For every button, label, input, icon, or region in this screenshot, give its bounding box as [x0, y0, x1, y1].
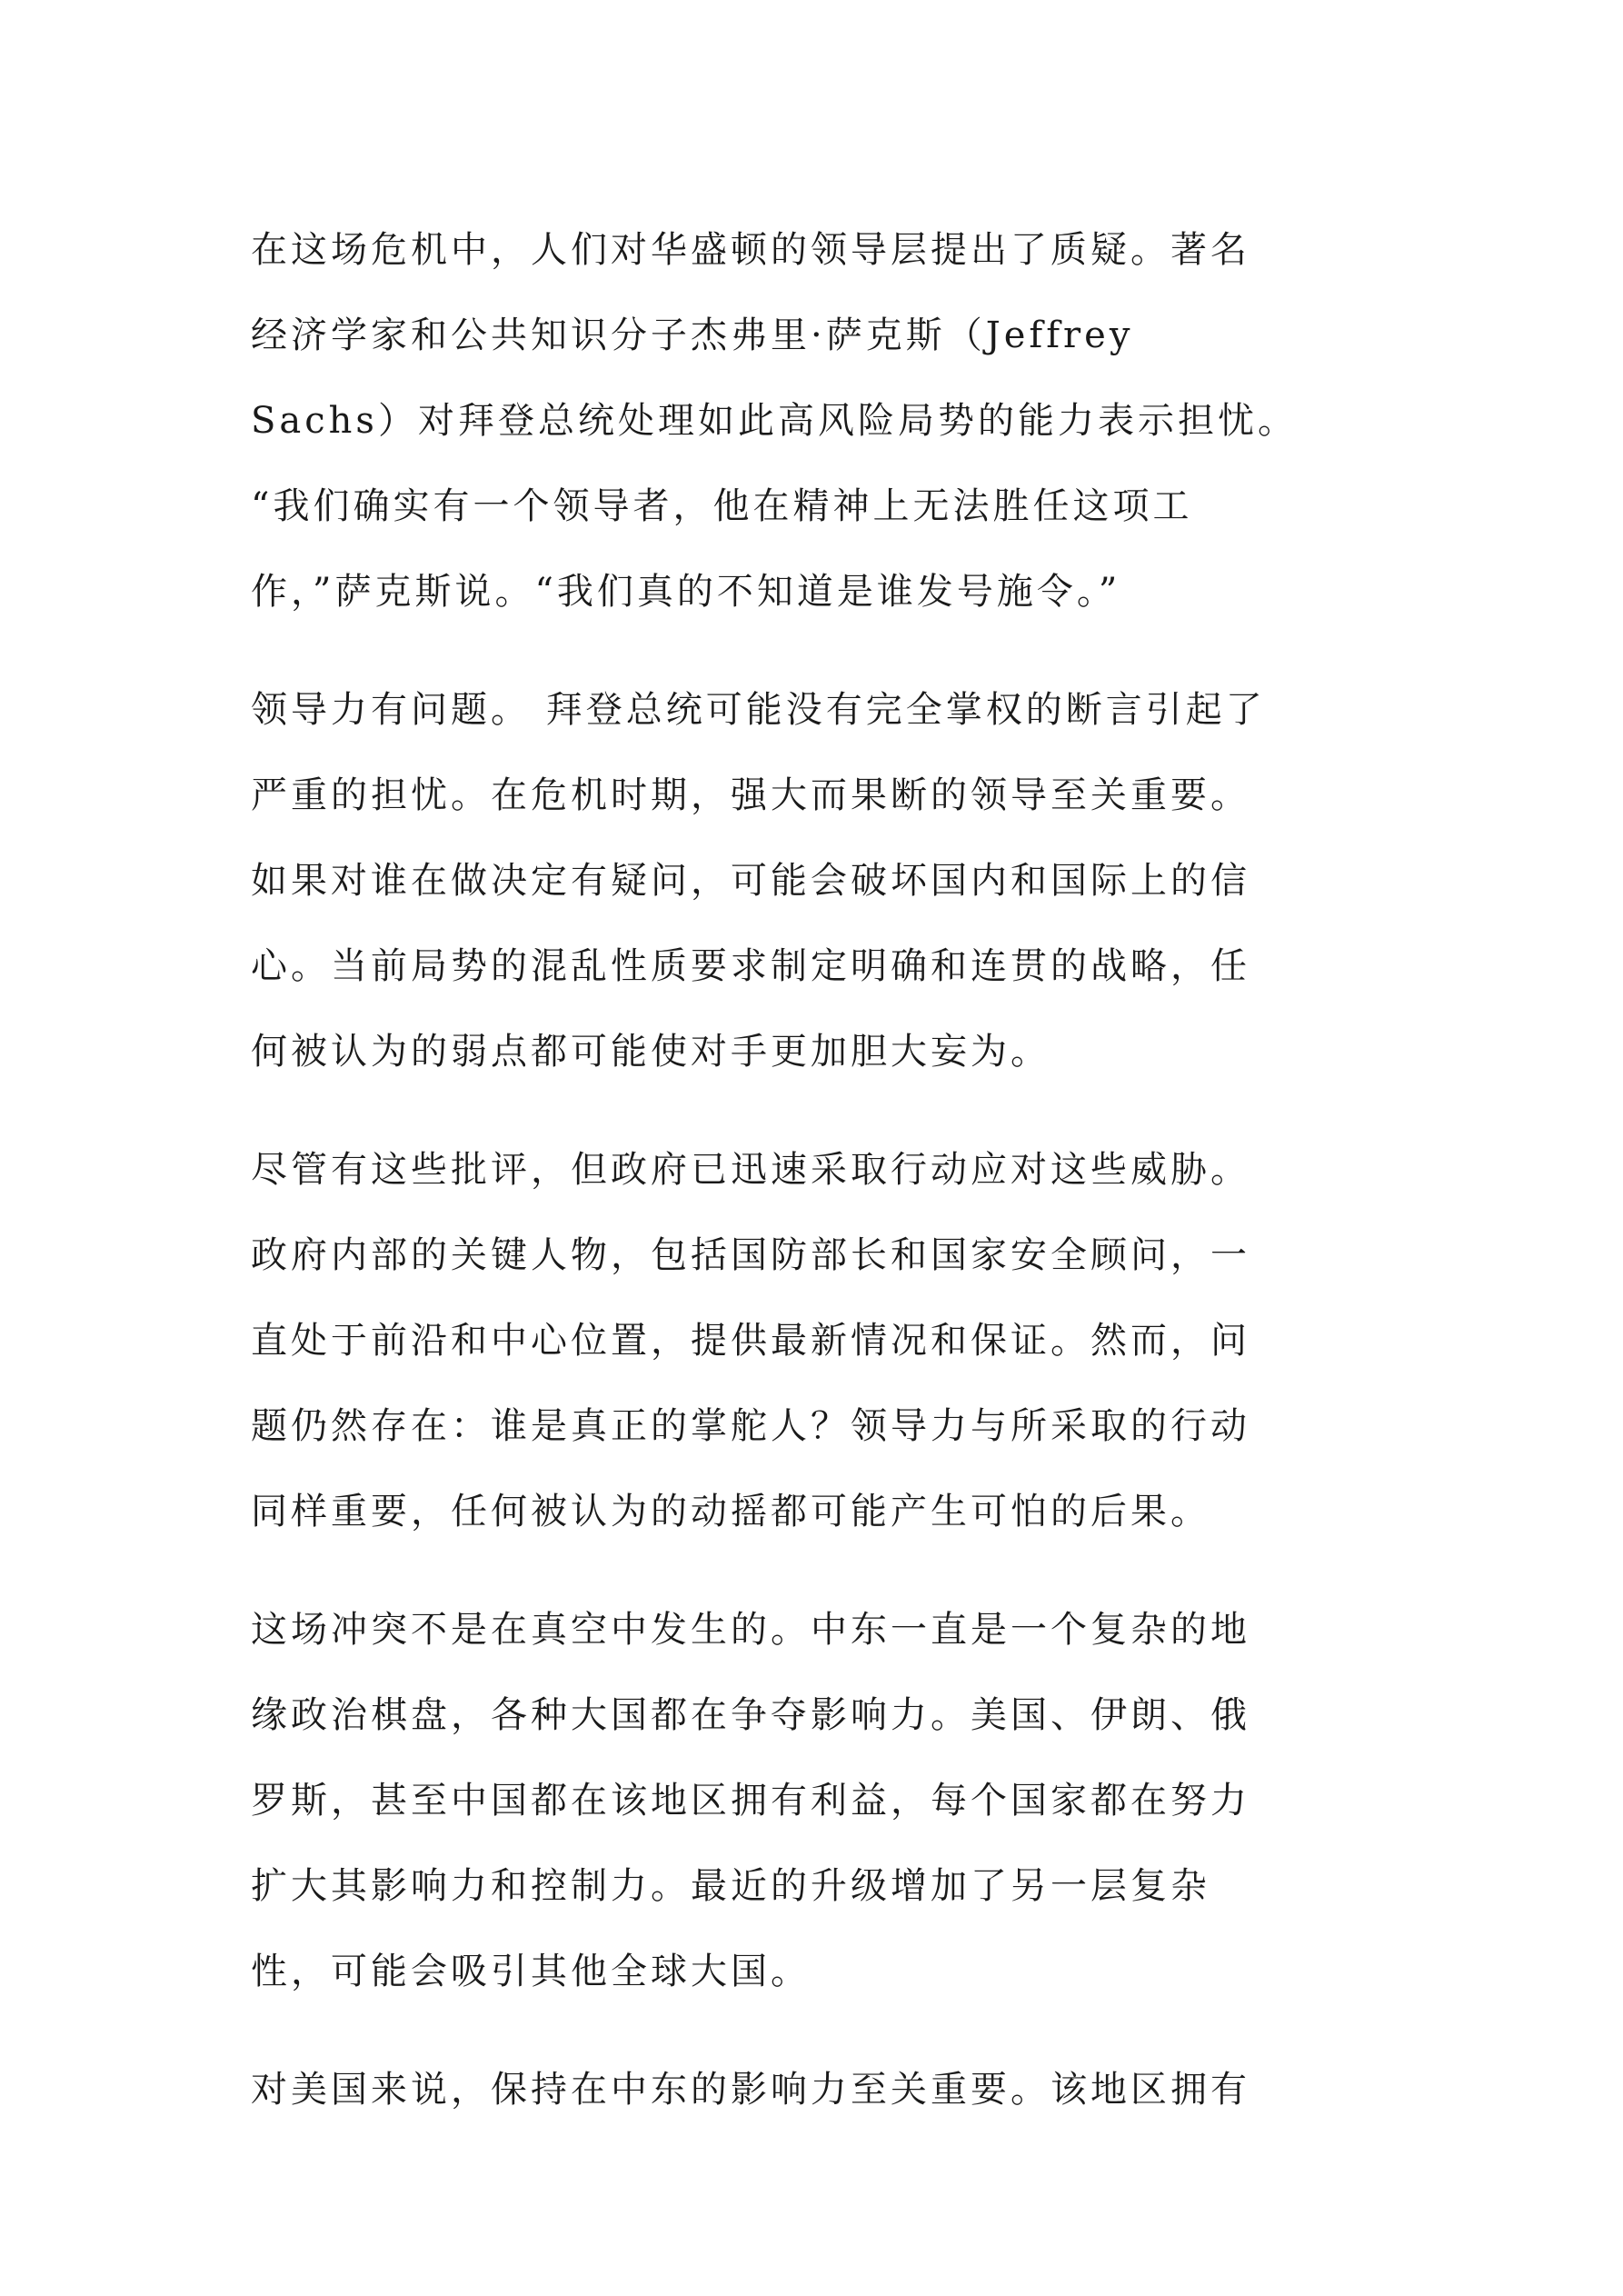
paragraph-4	[251, 1587, 1359, 2014]
text-line: 尽管有这些批评，但政府已迅速采取行动应对这些威胁。	[251, 1149, 1250, 1191]
paragraph-3	[251, 1127, 1359, 1554]
text-line: 这场冲突不是在真空中发生的。中东一直是一个复杂的地	[251, 1609, 1250, 1651]
text-line: “我们确实有一个领导者，他在精神上无法胜任这项工	[251, 485, 1193, 527]
text-line: 罗斯，甚至中国都在该地区拥有利益，每个国家都在努力	[251, 1780, 1250, 1822]
text-line: 何被认为的弱点都可能使对手更加胆大妄为。	[251, 1031, 1050, 1073]
text-line: 经济学家和公共知识分子杰弗里·萨克斯（Jeffrey	[251, 314, 1134, 356]
text-line: 政府内部的关键人物，包括国防部长和国家安全顾问，一	[251, 1234, 1250, 1276]
paragraph-1	[251, 207, 1359, 634]
text-line: Sachs）对拜登总统处理如此高风险局势的能力表示担忧。	[251, 400, 1298, 442]
paragraph-5	[251, 2047, 1359, 2132]
text-line: 直处于前沿和中心位置，提供最新情况和保证。然而，问	[251, 1320, 1250, 1362]
text-line: 题仍然存在：谁是真正的掌舵人？领导力与所采取的行动	[251, 1405, 1250, 1447]
paragraph-2	[251, 667, 1359, 1094]
text-line: 心。当前局势的混乱性质要求制定明确和连贯的战略，任	[251, 945, 1250, 987]
text-line: 缘政治棋盘，各种大国都在争夺影响力。美国、伊朗、俄	[251, 1694, 1250, 1736]
text-line: 性，可能会吸引其他全球大国。	[251, 1951, 811, 1992]
document-body	[251, 207, 1359, 2165]
text-line: 作，”萨克斯说。“我们真的不知道是谁发号施令。”	[251, 571, 1121, 613]
text-line: 对美国来说，保持在中东的影响力至关重要。该地区拥有	[251, 2069, 1250, 2111]
text-line: 在这场危机中，人们对华盛顿的领导层提出了质疑。著名	[251, 229, 1250, 271]
text-line: 如果对谁在做决定有疑问，可能会破坏国内和国际上的信	[251, 860, 1250, 902]
text-line: 严重的担忧。在危机时期，强大而果断的领导至关重要。	[251, 774, 1250, 816]
text-line: 领导力有问题。 拜登总统可能没有完全掌权的断言引起了	[251, 689, 1266, 731]
text-line: 扩大其影响力和控制力。最近的升级增加了另一层复杂	[251, 1865, 1210, 1907]
text-line: 同样重要，任何被认为的动摇都可能产生可怕的后果。	[251, 1491, 1210, 1532]
